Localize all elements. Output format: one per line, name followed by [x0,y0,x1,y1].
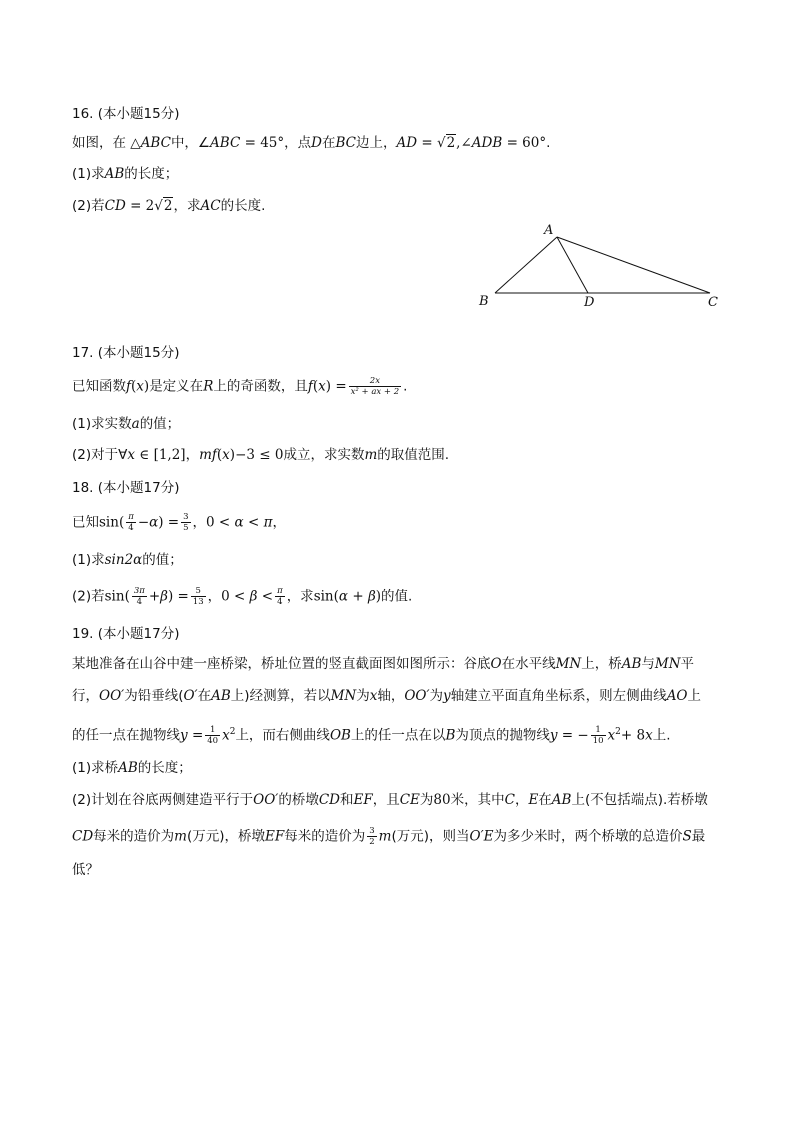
q18-part1: (1)求sin2α的值； [72,552,183,568]
label-D: D [584,295,595,310]
q17-part1: (1)求实数a的值； [72,416,181,432]
q19-part1: (1)求桥AB的长度； [72,760,192,776]
q16-header: 16. (本小题15分) [72,106,180,122]
q19-part2-line2: CD每米的造价为m(万元)，桥墩EF每米的造价为 $\frac{3}{2}$ m(万元)，则当O′E为多少米时，两个桥墩的总造价S最 [72,826,706,847]
q18-stem: 已知sin( $\frac{\pi}{4}$ −α) = $\frac{3}{5}$ ，0 < α < π， [72,512,286,533]
q16-part1: (1)求AB的长度； [72,166,179,182]
q19-line2: 行，OO′为铅垂线(O′在AB上)经测算，若以MN为x轴，OO′为y轴建立平面直角坐标系，则左侧曲线AO上 [72,688,702,704]
triangle-figure [470,220,730,315]
q19-line1: 某地准备在山谷中建一座桥梁，桥址位置的竖直截面图如图所示：谷底O在水平线MN上，桥AB与MN平 [72,656,695,672]
q16-part2: (2)若CD = 2√2，求AC的长度. [72,198,266,214]
segment-AD [557,237,588,293]
label-B: B [479,294,489,309]
q18-header: 18. (本小题17分) [72,480,180,496]
q19-part2-line3: 低？ [72,862,99,878]
label-C: C [708,295,718,310]
q19-header: 19. (本小题17分) [72,626,180,642]
q17-stem: 已知函数f(x)是定义在R上的奇函数，且f(x) = $\frac{2x}{\text{x² + ax + 2}}$ . [72,376,408,397]
q19-line3: 的任一点在抛物线y = $\frac{1}{40}$ $x^2$上，而右侧曲线OB上的任一点在以B为顶点的抛物线y = − $\frac{1}{10}$ $x^2+ 8x$上. [72,725,671,746]
q17-header: 17. (本小题15分) [72,345,180,361]
q16-stem: 如图，在 △ABC中，∠ABC = 45°，点D在BC边上，AD = √2,∠ADB = 60°. [72,135,551,151]
side-AB [495,237,557,293]
q18-part2: (2)若sin( $\frac{3\pi}{4}$ +β) = $\frac{5}{13}$ ，0 < β < $\frac{\pi}{4}$ ，求sin(α + β)的值. [72,586,413,607]
label-A: A [544,223,554,238]
q19-part2-line1: (2)计划在谷底两侧建造平行于OO′的桥墩CD和EF，且CE为80米，其中C，E在AB上(不包括端点).若桥墩 [72,792,708,808]
side-AC [557,237,710,293]
q17-part2: (2)对于∀x ∈ [1,2]，mf(x)−3 ≤ 0成立，求实数m的取值范围. [72,447,450,463]
